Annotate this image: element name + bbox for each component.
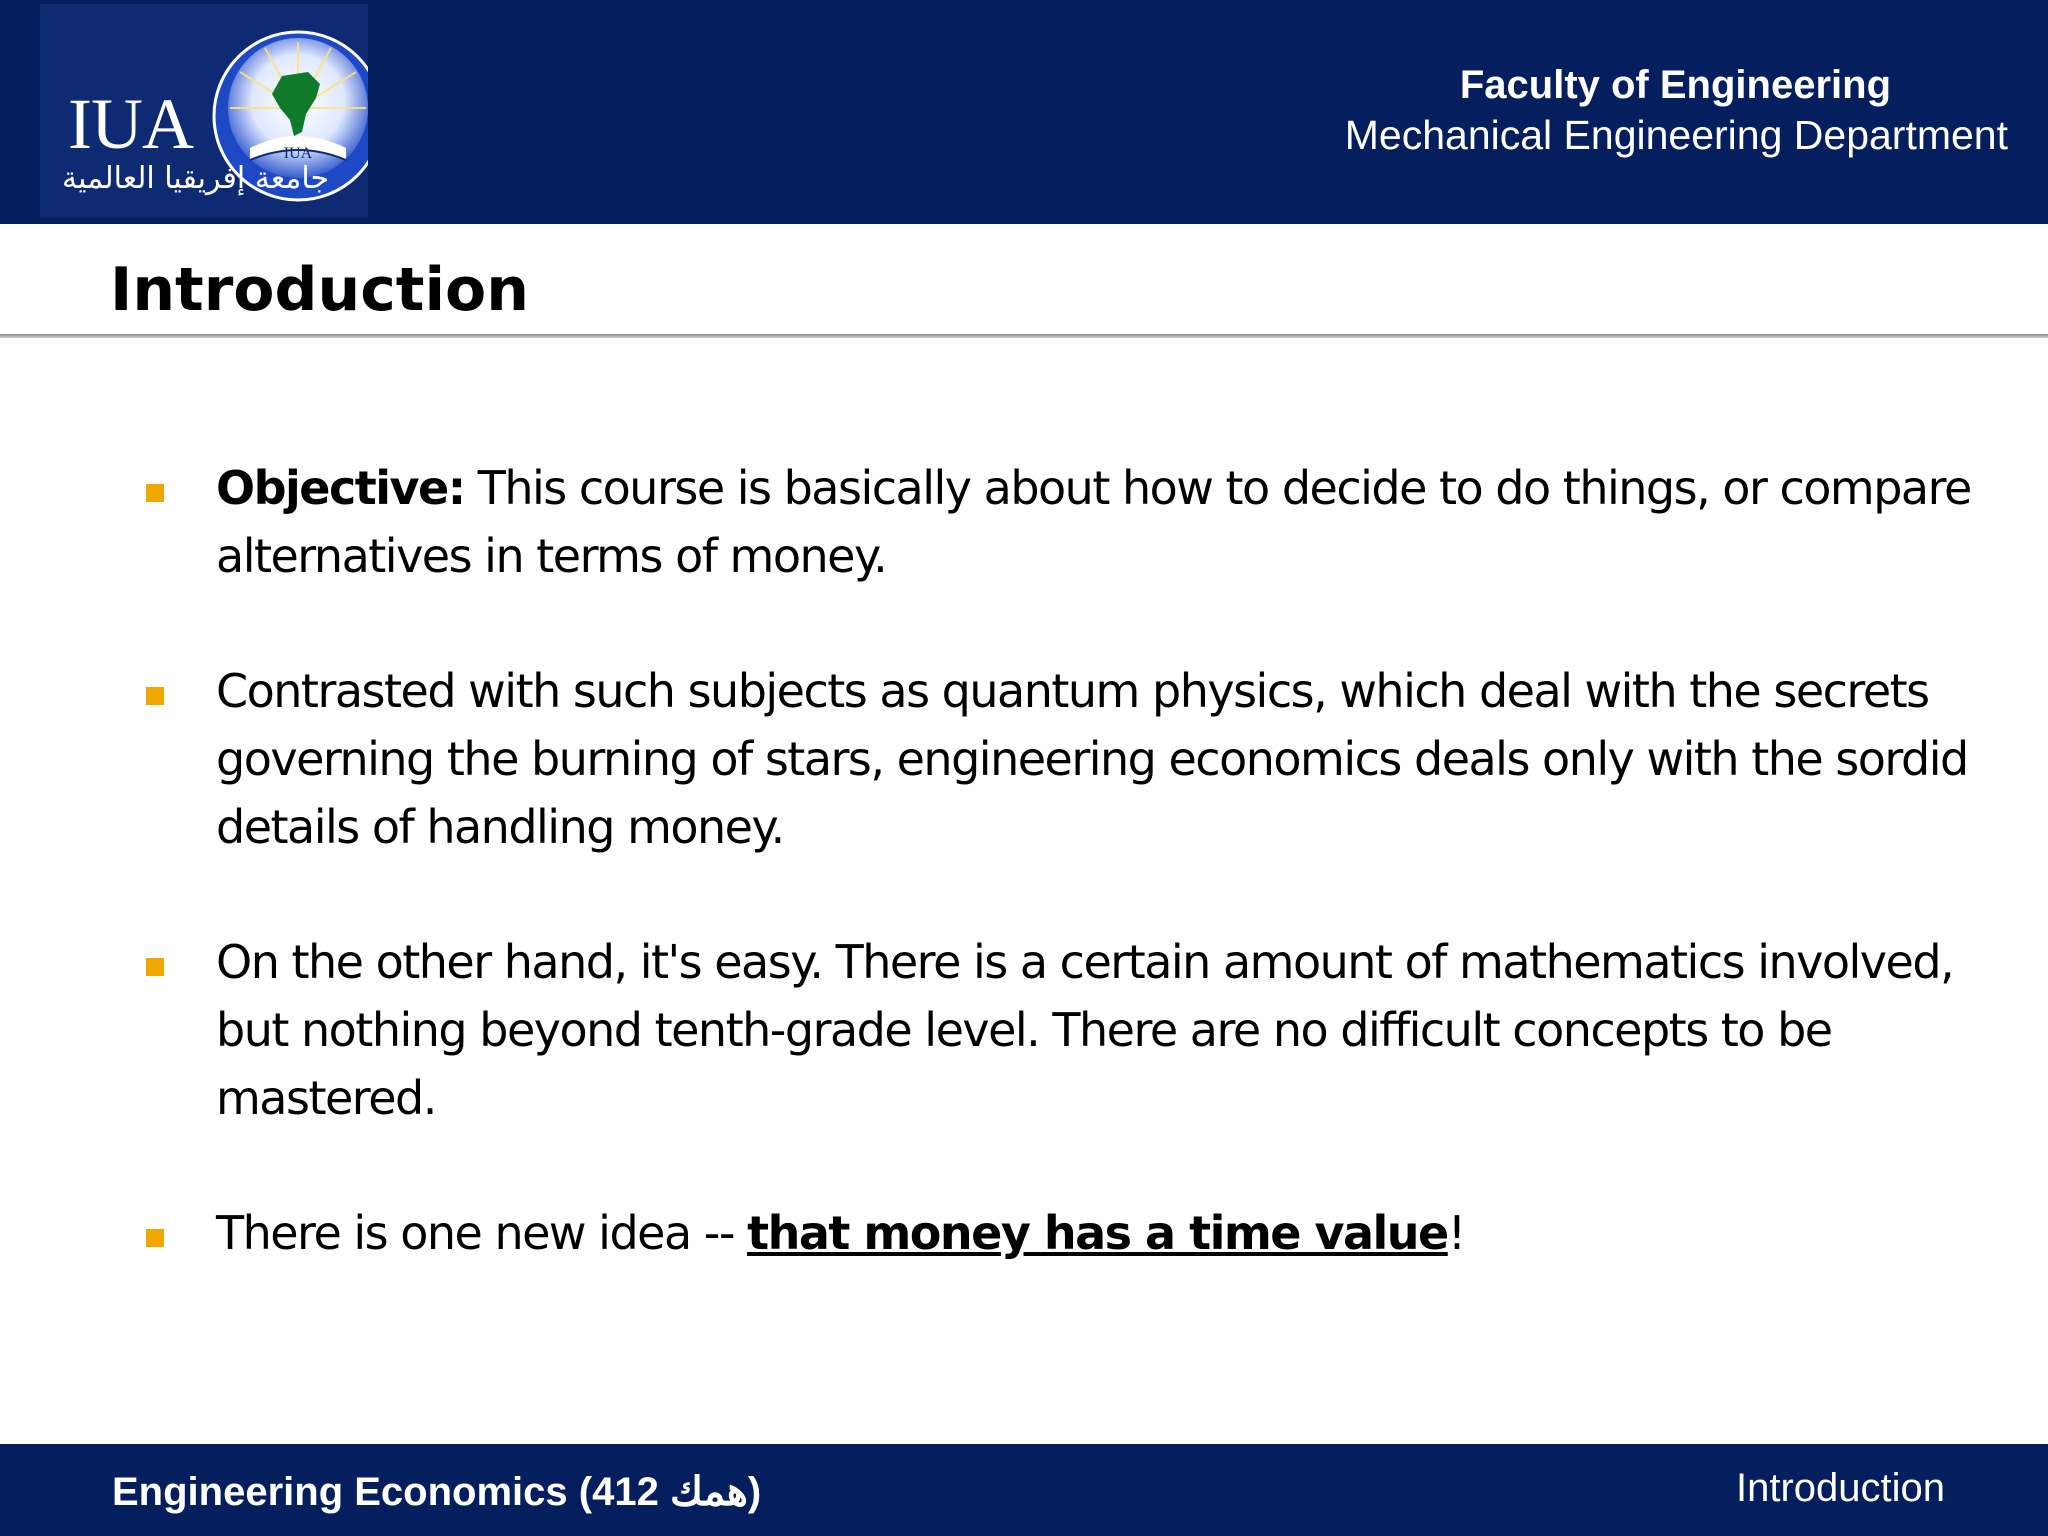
bullet-item xyxy=(146,454,1986,590)
bullet-text: On the other hand, it's easy. There is a certain amount of mathematics involved, but nothing beyond tenth-grade level. There are no difficult concepts to be mastered. xyxy=(216,935,1954,1125)
slide-title: Introduction xyxy=(110,255,529,325)
logo-arabic-name: جامعة إفريقيا العالمية xyxy=(62,161,330,196)
square-bullet-icon xyxy=(146,958,164,976)
course-name: Engineering Economics (همك 412) xyxy=(112,1470,762,1514)
section-name: Introduction xyxy=(1735,1466,1945,1510)
time-value-emphasis: that money has a time value xyxy=(747,1206,1448,1260)
bullet-item xyxy=(146,657,1986,861)
university-logo xyxy=(40,4,368,218)
bullet-text-end: ! xyxy=(1447,1206,1465,1260)
slide-header xyxy=(0,0,2048,224)
department-name: Mechanical Engineering Department xyxy=(1344,112,2008,158)
bullet-item xyxy=(146,928,1986,1132)
slide-footer xyxy=(0,1444,2048,1536)
bullet-item xyxy=(146,1199,1986,1267)
square-bullet-icon xyxy=(146,687,164,705)
svg-text:IUA: IUA xyxy=(283,145,313,162)
square-bullet-icon xyxy=(146,484,164,502)
objective-label: Objective: xyxy=(216,461,465,515)
bullet-text: Contrasted with such subjects as quantum physics, which deal with the secrets governing the burning of stars, engineering economics deals only with the sordid details of handling money. xyxy=(216,664,1968,854)
bullet-list xyxy=(146,454,1986,1334)
logo-abbreviation: IUA xyxy=(68,84,193,164)
faculty-name: Faculty of Engineering xyxy=(1459,63,1891,107)
square-bullet-icon xyxy=(146,1229,164,1247)
title-divider xyxy=(0,334,2048,338)
bullet-text: This course is basically about how to decide to do things, or compare alternatives in terms of money. xyxy=(216,461,1971,583)
bullet-text: There is one new idea -- xyxy=(216,1206,748,1260)
